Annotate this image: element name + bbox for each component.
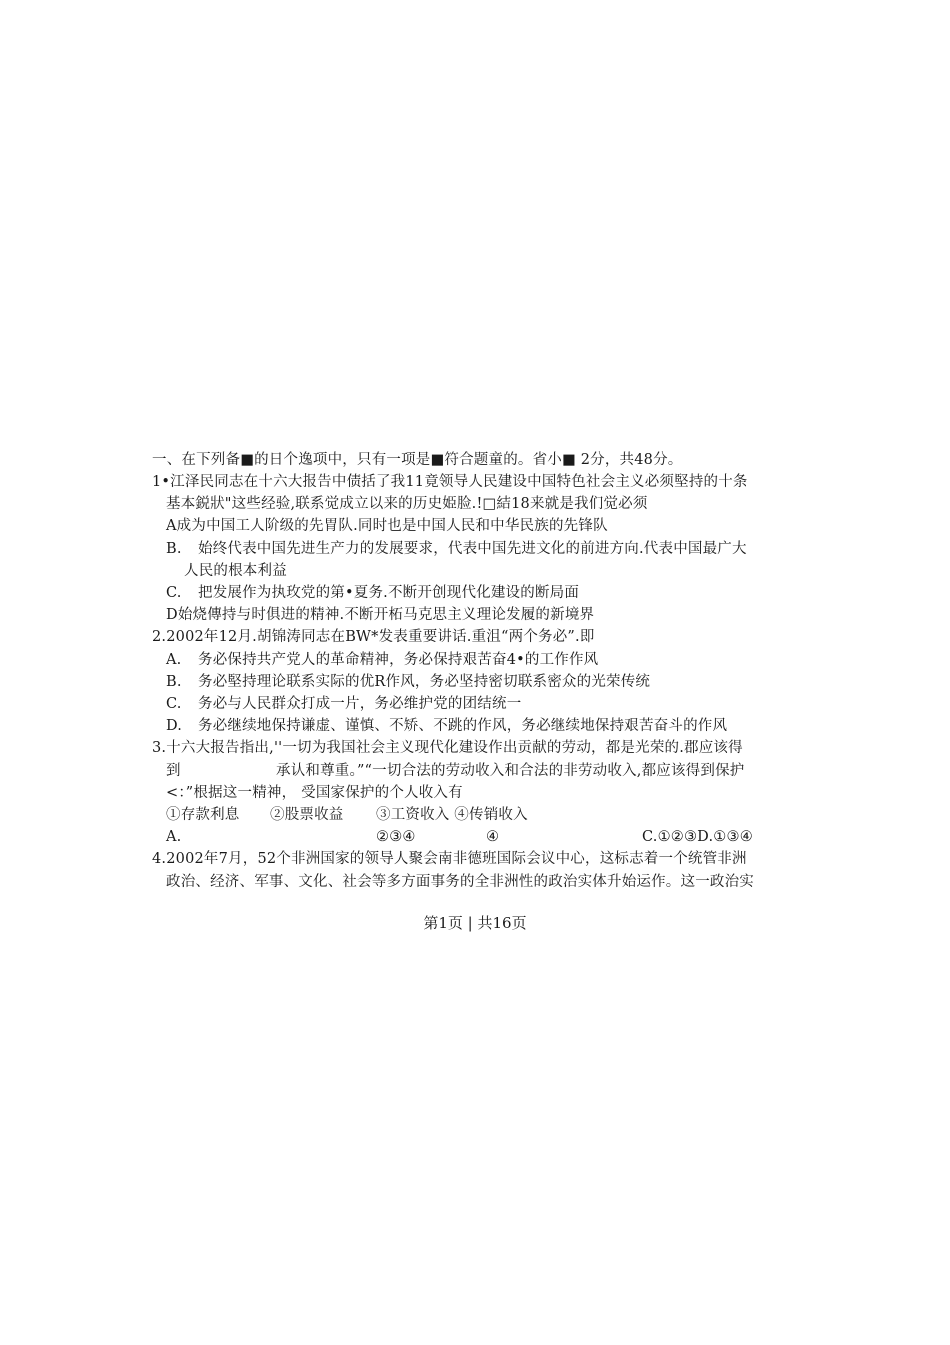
question-1-stem-line-1: 1•江泽民同志在十六大报告中债括了我11竟领导人民建设中国特色社会主义必须堅持的十条 <box>152 474 748 490</box>
question-1-option-c: 把发展作为执玫党的第•夏务.不断开创现代化建设的断局面 <box>198 585 580 601</box>
question-3-stem-line-2b: 承认和尊重。”“一切合法的劳动收入和合法的非劳动收入,都应该得到保护 <box>276 763 745 779</box>
question-1-option-b-line-1: 始终代表中国先进生产力的发展要求，代表中国先进文化的前进方向.代表中国最广大 <box>198 541 747 557</box>
question-3-stem-line-1: 3.十六大报告指出,''一切为我国社会主义现代化建设作出贡献的劳动，都是光荣的.郡应该得 <box>152 740 743 756</box>
question-2-stem: 2.2002年12月.胡锦涛同志在BW*发表重要讲话.重沮“两个务必”.即 <box>152 629 595 645</box>
question-1-option-b-label: B. <box>166 541 182 557</box>
question-3-stem-line-3: <：”根据这一精神， 受国家保护的个人收入有 <box>166 785 463 801</box>
question-1-stem-line-2: 基本鋭狀"这些经验,联系觉成立以来的历史姫脸.!□結18来就是我们觉必须 <box>166 496 648 512</box>
question-2-option-c: 务必与人民群众打成一片，务必维护党的团结统一 <box>198 696 522 712</box>
question-2-option-d: 务必继续地保持谦虚、谨慎、不矫、不跳的作风，务必继续地保持艰苦奋斗的作风 <box>198 718 728 734</box>
question-1-option-c-label: C. <box>166 585 182 601</box>
question-1-option-b-line-2: 人民的根本利益 <box>184 563 287 579</box>
question-2-option-a-label: A. <box>166 652 182 668</box>
question-3-option-b-text: ②③④ <box>376 829 416 845</box>
question-2-option-b: 务必堅持理论联系实际的优R作风，务必坚持密切联系密众的光荣传统 <box>198 674 651 690</box>
question-3-stem-line-2a: 到 <box>166 763 181 779</box>
question-1-option-d: D始烧傳持与时俱进的精神.不断开柘马克思主义理论发履的新境界 <box>166 607 595 623</box>
question-4-stem-line-2: 政治、经济、军事、文化、社会等多方面事务的全非洲性的政治实体升始运作。这一政治实 <box>166 874 754 890</box>
question-3-item-3-4: ③工资收入 ④传销收入 <box>376 807 528 823</box>
question-1-option-a: A成为中国工人阶级的先胃队.同时也是中国人民和中华民族的先锋队 <box>166 518 608 534</box>
question-2-option-b-label: B. <box>166 674 182 690</box>
page-footer: 第1页 | 共16页 <box>423 914 527 932</box>
question-2-option-a: 务必保持共产党人的革命精神，务必保持艰苦奋4•的工作作风 <box>198 652 599 668</box>
question-3-item-2: ②股票收益 <box>270 807 344 823</box>
question-3-options-c-d: C.①②③D.①③④ <box>642 829 753 845</box>
question-4-stem-line-1: 4.2002年7月，52个非洲国家的领导人聚会南非德班国际会议中心，这标志着一个统管非洲 <box>152 851 747 867</box>
question-2-option-d-label: D. <box>166 718 183 734</box>
question-3-option-b2-text: ④ <box>486 829 500 845</box>
question-3-item-1: ①存款利息 <box>166 807 240 823</box>
question-3-option-a-label: A. <box>166 829 182 845</box>
section-heading: 一、在下列备■的日个逸项中，只有一项是■符合题童的。省小■ 2分，共48分。 <box>152 452 683 468</box>
question-2-option-c-label: C. <box>166 696 182 712</box>
